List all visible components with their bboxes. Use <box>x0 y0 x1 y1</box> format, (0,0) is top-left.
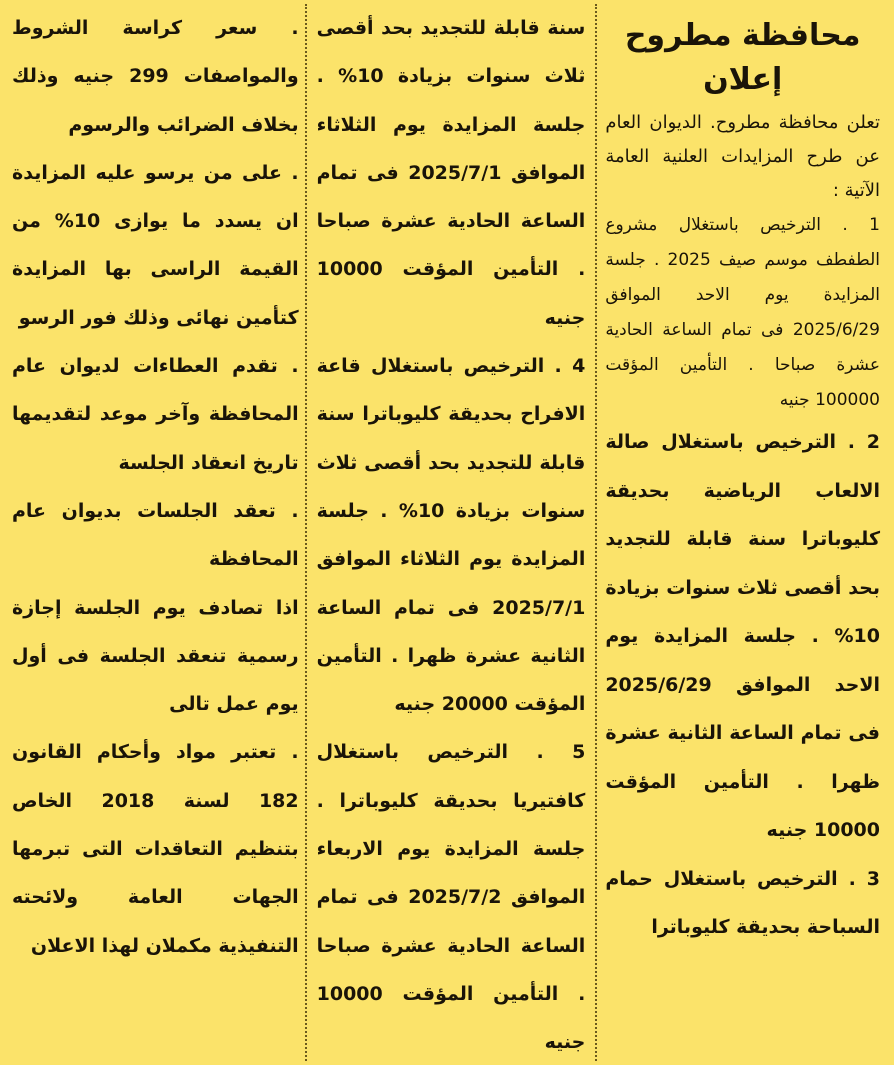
item-4-paragraph: 4 . الترخيص باستغلال قاعة الافراح بحديقة كليوباترا سنة قابلة للتجديد بحد أقصى ثلاث سنوات بزيادة 10% . جلسة المزايدة يوم الثلاثاء الموافق 2025/7/1 فى تمام الساعة الثانية عشرة ظهرا . التأمين المؤقت 20000 جنيه <box>316 355 586 716</box>
condition-law-reference: . تعتبر مواد وأحكام القانون 182 لسنة 2018 الخاص بتنظيم التعاقدات التى تبرمها الجهات العامة ولائحته التنفيذية مكملان لهذا الاعلان <box>12 741 299 957</box>
column-right <box>597 4 886 1061</box>
item-3-paragraph-continued: سنة قابلة للتجديد بحد أقصى ثلاث سنوات بزيادة 10% . جلسة المزايدة يوم الثلاثاء الموافق 2025/7/1 فى تمام الساعة الحادية عشرة صباحا . التأمين المؤقت 10000 جنيه <box>316 17 586 329</box>
announcement-heading: إعلان <box>703 62 783 97</box>
item-5-paragraph: 5 . الترخيص باستغلال كافتيريا بحديقة كليوباترا . جلسة المزايدة يوم الاربعاء الموافق 2025/7/2 فى تمام الساعة الحادية عشرة صباحا . التأمين المؤقت 10000 جنيه <box>316 741 586 1054</box>
item-1-paragraph: 1 . الترخيص باستغلال مشروع الطفطف موسم صيف 2025 . جلسة المزايدة يوم الاحد الموافق 2025/6/29 فى تمام الساعة الحادية عشرة صباحا . التأمين المؤقت 100000 جنيه <box>605 215 880 410</box>
governorate-title: محافظة مطروح <box>624 18 861 53</box>
condition-holiday-rule: اذا تصادف يوم الجلسة إجازة رسمية تنعقد الجلسة فى أول يوم عمل تالى <box>12 596 299 716</box>
intro-paragraph: تعلن محافظة مطروح. الديوان العام عن طرح المزايدات العلنية العامة الآتية : <box>605 112 880 201</box>
condition-final-deposit: . على من يرسو عليه المزايدة ان يسدد ما يوازى 10% من القيمة الراسى بها المزايدة كتأمين نهائى وذلك فور الرسو <box>12 161 299 329</box>
condition-booklet-price: . سعر كراسة الشروط والمواصفات 299 جنيه وذلك بخلاف الضرائب والرسوم <box>12 17 299 136</box>
column-middle <box>307 4 596 1061</box>
condition-bid-submission: . تقدم العطاءات لديوان عام المحافظة وآخر موعد لتقديمها تاريخ انعقاد الجلسة <box>12 355 299 474</box>
item-2-paragraph: 2 . الترخيص باستغلال صالة الالعاب الرياضية بحديقة كليوباترا سنة قابلة للتجديد بحد أقصى ثلاث سنوات بزيادة 10% . جلسة المزايدة يوم الاحد الموافق 2025/6/29 فى تمام الساعة الثانية عشرة ظهرا . التأمين المؤقت 10000 جنيه <box>605 431 880 841</box>
item-3-paragraph-start: 3 . الترخيص باستغلال حمام السباحة بحديقة كليوباترا <box>605 867 880 938</box>
column-left <box>8 4 305 1061</box>
condition-session-venue: . تعقد الجلسات بديوان عام المحافظة <box>12 499 299 571</box>
